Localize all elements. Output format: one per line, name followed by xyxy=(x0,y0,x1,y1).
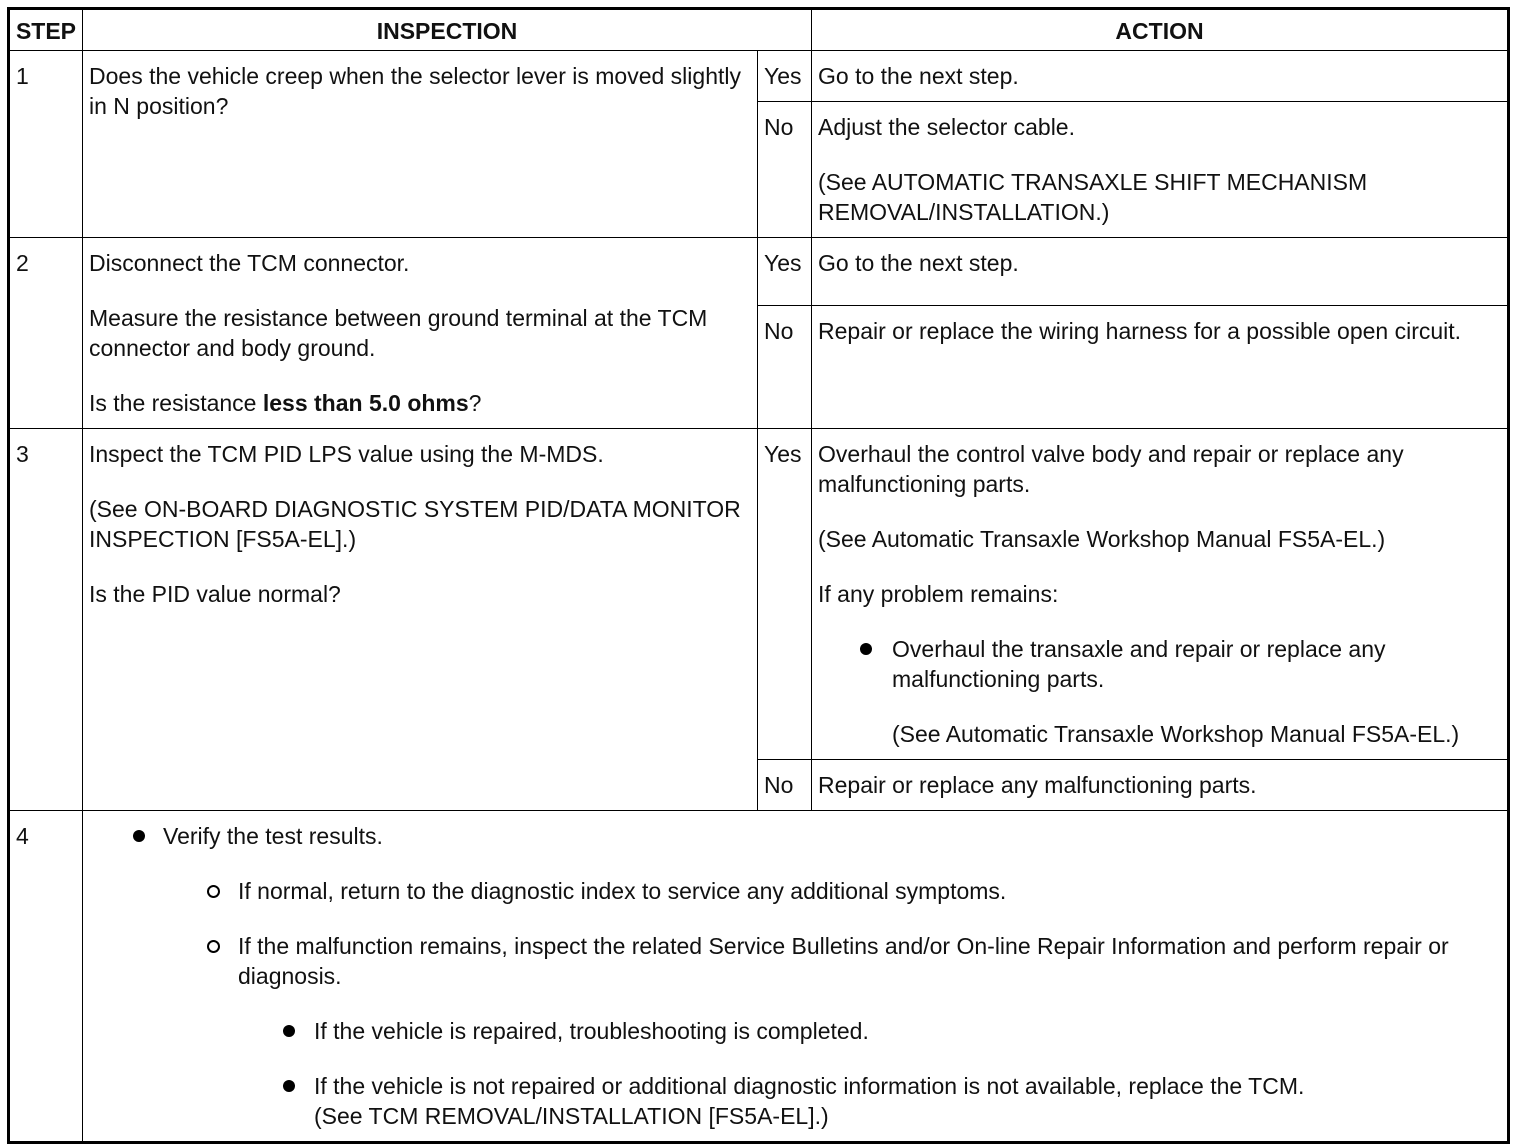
action-cell xyxy=(812,760,1509,811)
no-label: No xyxy=(758,306,812,429)
verify-text: Verify the test results. xyxy=(163,823,383,849)
bullet-ring-icon xyxy=(207,885,220,898)
action-cell xyxy=(812,429,1509,760)
header-row xyxy=(9,9,1509,51)
yes-label: Yes xyxy=(758,51,812,102)
step-1-yes-row xyxy=(9,51,1509,102)
inspection-cell xyxy=(83,429,758,811)
action-text: Repair or replace any malfunctioning parts. xyxy=(818,772,1257,798)
action-text: Go to the next step. xyxy=(818,63,1019,89)
step-number: 4 xyxy=(9,811,83,1143)
action-text: Overhaul the control valve body and repair or replace any malfunctioning parts. xyxy=(818,441,1404,497)
yes-label: Yes xyxy=(758,429,812,760)
verify-sub-text: If normal, return to the diagnostic index to service any additional symptoms. xyxy=(238,878,1007,904)
inspection-question xyxy=(89,388,751,418)
question-criterion: less than 5.0 ohms xyxy=(262,390,469,416)
verify-sub-sub-text: If the vehicle is repaired, troubleshooting is completed. xyxy=(314,1018,869,1044)
inspection-text: Disconnect the TCM connector. xyxy=(89,250,410,276)
action-reference: (See Automatic Transaxle Workshop Manual FS5A-EL.) xyxy=(818,526,1386,552)
action-cell xyxy=(812,102,1509,238)
no-label: No xyxy=(758,102,812,238)
verify-sub-sub-item xyxy=(89,1071,1501,1131)
verify-bullet xyxy=(89,821,1501,851)
action-reference: (See AUTOMATIC TRANSAXLE SHIFT MECHANISM REMOVAL/INSTALLATION.) xyxy=(818,169,1368,225)
action-text: If any problem remains: xyxy=(818,581,1059,607)
inspection-text: Measure the resistance between ground terminal at the TCM connector and body ground. xyxy=(89,305,708,361)
action-text: Adjust the selector cable. xyxy=(818,114,1075,140)
yes-label: Yes xyxy=(758,238,812,306)
verify-sub-sub-item xyxy=(89,1016,1501,1046)
verify-sub-sub-text-block xyxy=(314,1071,1501,1131)
action-sub-reference: (See Automatic Transaxle Workshop Manual FS5A-EL.) xyxy=(892,721,1460,747)
verify-sub-item xyxy=(89,931,1501,991)
step-3-yes-row xyxy=(9,429,1509,760)
step-4-row xyxy=(9,811,1509,1143)
action-text: Repair or replace the wiring harness for a possible open circuit. xyxy=(818,318,1462,344)
inspection-cell xyxy=(83,238,758,429)
bullet-dot-icon xyxy=(283,1025,295,1037)
verify-sub-sub-text: If the vehicle is not repaired or additional diagnostic information is not available, replace the TCM. xyxy=(314,1073,1305,1099)
verification-cell xyxy=(83,811,1509,1143)
question-prefix: Is the resistance xyxy=(89,390,263,416)
verify-sub-sub-reference: (See TCM REMOVAL/INSTALLATION [FS5A-EL].) xyxy=(314,1103,829,1129)
question-suffix: ? xyxy=(468,390,482,416)
step-number: 1 xyxy=(9,51,83,238)
inspection-text: Does the vehicle creep when the selector lever is moved slightly in N position? xyxy=(89,63,741,119)
inspection-reference: (See ON-BOARD DIAGNOSTIC SYSTEM PID/DATA MONITOR INSPECTION [FS5A-EL].) xyxy=(89,496,741,552)
action-header: ACTION xyxy=(812,9,1509,51)
inspection-question: Is the PID value normal? xyxy=(89,581,341,607)
action-text: Go to the next step. xyxy=(818,250,1019,276)
inspection-text: Inspect the TCM PID LPS value using the M-MDS. xyxy=(89,441,604,467)
action-sub-bullet xyxy=(818,634,1501,749)
no-label: No xyxy=(758,760,812,811)
step-2-yes-row xyxy=(9,238,1509,306)
diagnostic-table xyxy=(7,7,1510,1144)
bullet-dot-icon xyxy=(283,1080,295,1092)
inspection-cell xyxy=(83,51,758,238)
action-sub-text: Overhaul the transaxle and repair or replace any malfunctioning parts. xyxy=(892,636,1386,692)
bullet-dot-icon xyxy=(860,643,872,655)
bullet-dot-icon xyxy=(133,830,145,842)
verify-sub-text: If the malfunction remains, inspect the related Service Bulletins and/or On-line Repair Information and perform repair or diagnosis. xyxy=(238,933,1449,989)
step-number: 3 xyxy=(9,429,83,811)
step-number: 2 xyxy=(9,238,83,429)
verify-sub-item xyxy=(89,876,1501,906)
action-cell xyxy=(812,306,1509,429)
step-header: STEP xyxy=(9,9,83,51)
action-cell xyxy=(812,238,1509,306)
action-cell xyxy=(812,51,1509,102)
inspection-header: INSPECTION xyxy=(83,9,812,51)
bullet-ring-icon xyxy=(207,940,220,953)
